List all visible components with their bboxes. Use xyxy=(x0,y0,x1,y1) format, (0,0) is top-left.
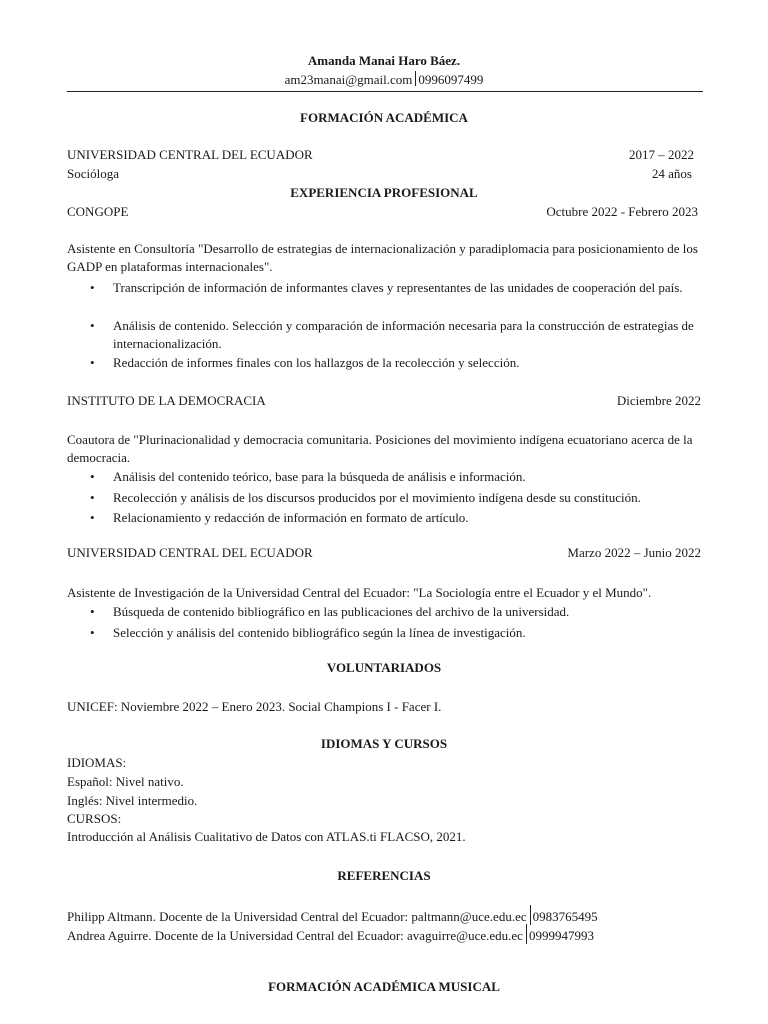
job-bullet: • Transcripción de información de informantes claves y representantes de las unidades de cooperación del país. xyxy=(113,279,703,297)
education-degree: Socióloga xyxy=(67,166,119,181)
education-years: 2017 – 2022 xyxy=(629,147,694,162)
section-title-experiencia: EXPERIENCIA PROFESIONAL xyxy=(290,185,478,200)
phone: 0996097499 xyxy=(418,72,484,87)
job-date: Diciembre 2022 xyxy=(616,393,701,408)
email: am23manai@gmail.com xyxy=(284,72,413,87)
section-title-idiomas: IDIOMAS Y CURSOS xyxy=(320,736,448,751)
reference-item xyxy=(67,905,598,925)
contact-line xyxy=(0,71,768,88)
section-title-formacion: FORMACIÓN ACADÉMICA xyxy=(300,110,468,125)
separator xyxy=(415,71,416,86)
job-org: UNIVERSIDAD CENTRAL DEL ECUADOR xyxy=(67,545,313,560)
reference-item xyxy=(67,924,594,944)
education-institution: UNIVERSIDAD CENTRAL DEL ECUADOR xyxy=(67,147,313,162)
job-date: Marzo 2022 – Junio 2022 xyxy=(567,545,701,560)
language-item: Inglés: Nivel intermedio. xyxy=(67,793,198,808)
language-item: Español: Nivel nativo. xyxy=(67,774,184,789)
reference-phone: 0983765495 xyxy=(532,909,598,924)
job-bullet: • Análisis de contenido. Selección y comparación de información necesaria para la construcción de estrategias de internacionalización. xyxy=(113,317,703,353)
reference-text: Andrea Aguirre. Docente de la Universidad Central del Ecuador: avaguirre@uce.edu.ec xyxy=(67,928,523,943)
idiomas-label: IDIOMAS: xyxy=(67,755,127,770)
job-bullet: • Selección y análisis del contenido bibliográfico según la línea de investigación. xyxy=(113,624,703,642)
separator xyxy=(530,905,531,925)
reference-text: Philipp Altmann. Docente de la Universidad Central del Ecuador: paltmann@uce.edu.ec xyxy=(67,909,527,924)
job-bullet: • Redacción de informes finales con los hallazgos de la recolección y selección. xyxy=(113,354,703,372)
job-description: Asistente en Consultoría "Desarrollo de estrategias de internacionalización y paradiplomacia para posicionamiento de los GADP en plataformas internacionales". xyxy=(67,241,698,274)
job-date: Octubre 2022 - Febrero 2023 xyxy=(546,204,698,219)
volunteer-text: UNICEF: Noviembre 2022 – Enero 2023. Social Champions I - Facer I. xyxy=(67,699,442,714)
separator xyxy=(526,924,527,944)
course-item: Introducción al Análisis Cualitativo de Datos con ATLAS.ti FLACSO, 2021. xyxy=(67,829,466,844)
reference-phone: 0999947993 xyxy=(528,928,594,943)
job-org: INSTITUTO DE LA DEMOCRACIA xyxy=(67,393,266,408)
candidate-name: Amanda Manai Haro Báez. xyxy=(307,53,461,68)
section-title-voluntariados: VOLUNTARIADOS xyxy=(326,660,442,675)
education-duration: 24 años xyxy=(651,166,692,181)
cursos-label: CURSOS: xyxy=(67,811,122,826)
section-title-musical: FORMACIÓN ACADÉMICA MUSICAL xyxy=(268,979,500,994)
job-bullet: • Recolección y análisis de los discursos producidos por el movimiento indígena desde su constitución. xyxy=(113,489,703,507)
job-org: CONGOPE xyxy=(67,204,129,219)
job-bullet: • Relacionamiento y redacción de información en formato de artículo. xyxy=(113,509,703,527)
job-description: Coautora de "Plurinacionalidad y democracia comunitaria. Posiciones del movimiento indígena ecuatoriano acerca de la democracia. xyxy=(67,432,693,465)
header-rule xyxy=(67,91,703,92)
job-bullet: • Búsqueda de contenido bibliográfico en las publicaciones del archivo de la universidad. xyxy=(113,603,703,621)
job-description: Asistente de Investigación de la Universidad Central del Ecuador: "La Sociología entre el Ecuador y el Mundo". xyxy=(67,585,652,600)
job-bullet: • Análisis del contenido teórico, base para la búsqueda de análisis e información. xyxy=(113,468,703,486)
section-title-referencias: REFERENCIAS xyxy=(337,868,431,883)
